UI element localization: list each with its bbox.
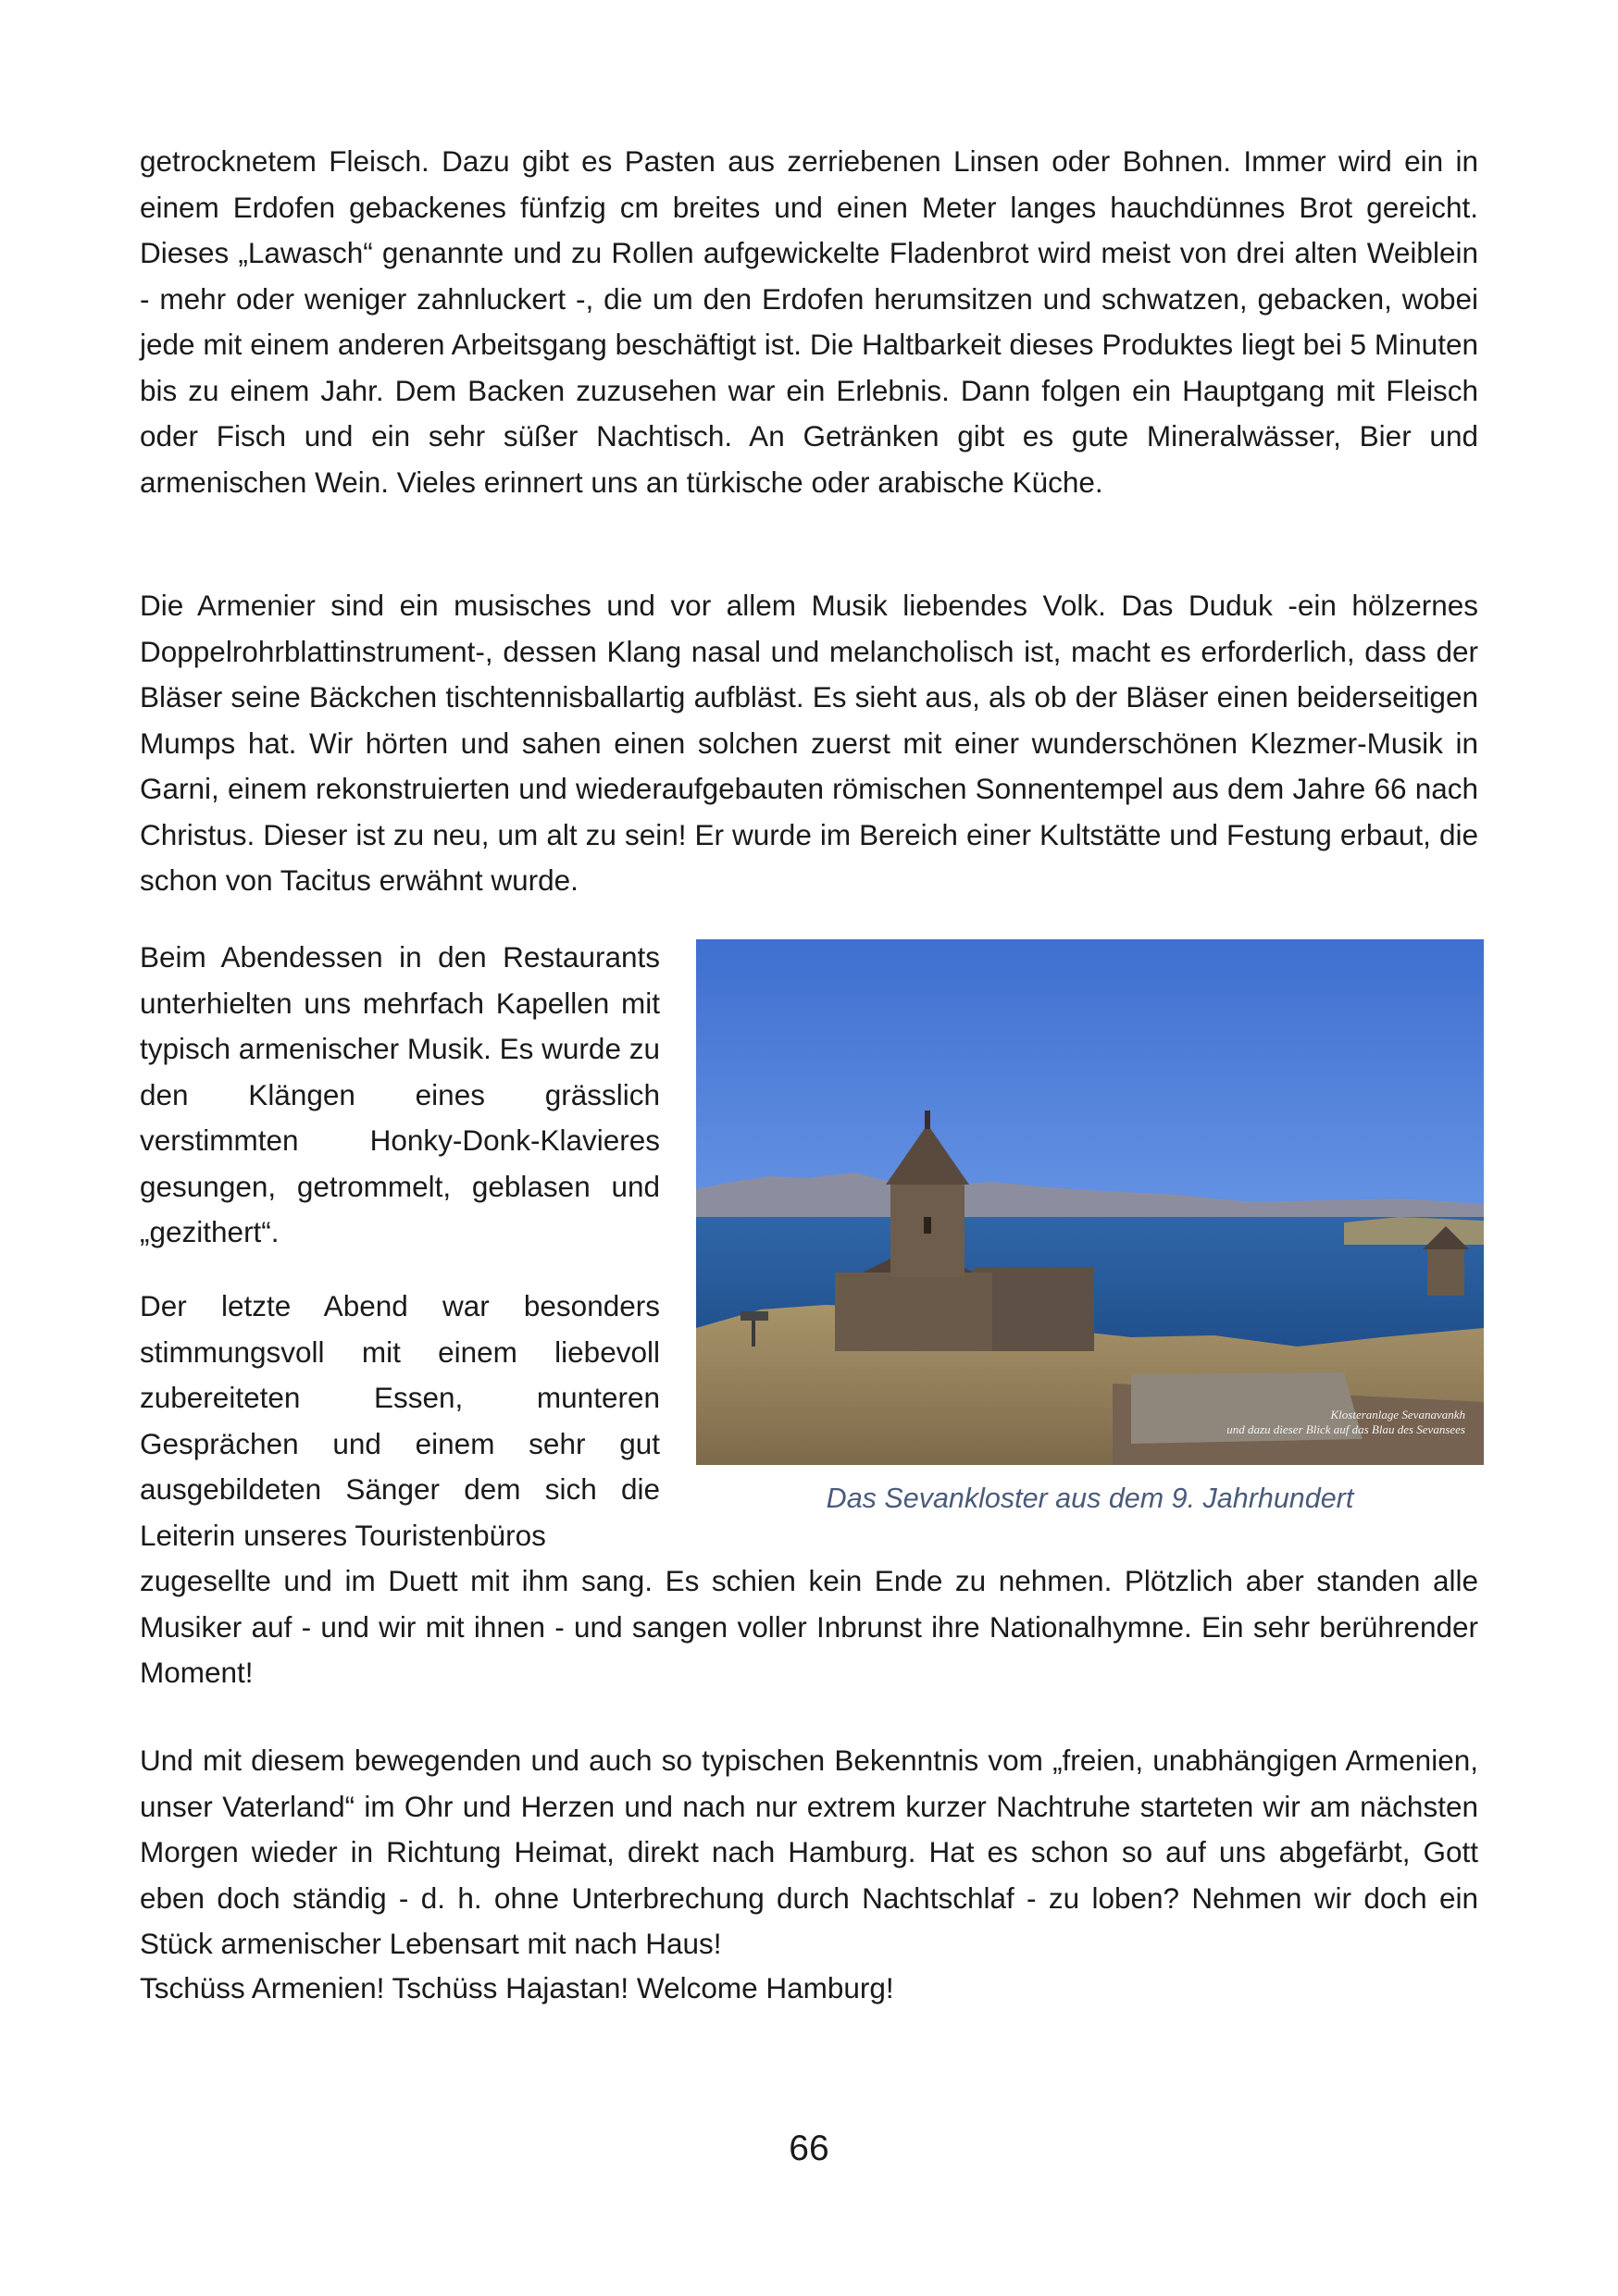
sevan-monastery-photo — [696, 939, 1484, 1465]
watermark-line-2: und dazu dieser Blick auf das Blau des Sevansees — [1226, 1422, 1465, 1436]
page-number: 66 — [789, 2128, 829, 2168]
paragraph-cuisine: getrocknetem Fleisch. Dazu gibt es Pasten aus zerriebenen Linsen oder Bohnen. Immer wird ein in einem Erdofen gebackenes fünfzig cm breites und einen Meter langes hauchdünnes Brot gereicht. Dieses „Lawasch“ genannte und zu Rollen aufgewickelte Fladenbrot wird meist von drei alten Weiblein - mehr oder weniger zahnluckert -, die um den Erdofen herumsitzen und schwatzen, gebacken, wobei jede mit einem anderen Arbeitsgang beschäftigt ist. Die Haltbarkeit dieses Produktes liegt bei 5 Minuten bis zu einem Jahr. Dem Backen zuzusehen war ein Erlebnis. Dann folgen ein Hauptgang mit Fleisch oder Fisch und ein sehr süßer Nachtisch. An Getränken gibt es gute Mineralwässer, Bier und armenischen Wein. Vieles erinnert uns an türkische oder arabische Küche. — [140, 144, 1478, 499]
watermark-line-1: Klosteranlage Sevanavankh — [1330, 1408, 1465, 1421]
paragraph-restaurants: Beim Abendessen in den Restaurants unterhielten uns mehrfach Kapellen mit typisch armenischer Musik. Es wurde zu den Klängen eines grässlich verstimmten Honky-Donk-Klavieres gesungen, getrommelt, geblasen und „gezithert“. — [140, 940, 660, 1248]
photo-watermark — [1226, 1408, 1465, 1437]
paragraph-last-evening: Der letzte Abend war besonders stimmungsvoll mit einem liebevoll zubereiteten Essen, munteren Gesprächen und einem sehr gut ausgebildeten Sänger dem sich die Leiterin unseres Touristenbüros — [140, 1289, 660, 1552]
photo-caption: Das Sevankloster aus dem 9. Jahrhundert — [826, 1483, 1354, 1514]
paragraph-last-evening-continued: zugesellte und im Duett mit ihm sang. Es schien kein Ende zu nehmen. Plötzlich aber standen alle Musiker auf - und wir mit ihnen - und sangen voller Inbrunst ihre Nationalhymne. Ein sehr berührender Moment! — [140, 1564, 1478, 1689]
paragraph-music: Die Armenier sind ein musisches und vor allem Musik liebendes Volk. Das Duduk -ein hölzernes Doppelrohrblattinstrument-, dessen Klang nasal und melancholisch ist, macht es erforderlich, dass der Bläser seine Bäckchen tischtennisballartig aufbläst. Es sieht aus, als ob der Bläser einen beiderseitigen Mumps hat. Wir hörten und sahen einen solchen zuerst mit einer wunderschönen Klezmer-Musik in Garni, einem rekonstruierten und wiederaufgebauten römischen Sonnentempel aus dem Jahre 66 nach Christus. Dieser ist zu neu, um alt zu sein! Er wurde im Bereich einer Kultstätte und Festung erbaut, die schon von Tacitus erwähnt wurde. — [140, 589, 1478, 897]
paragraph-closing: Tschüss Armenien! Tschüss Hajastan! Welcome Hamburg! — [140, 1971, 894, 2004]
paragraph-farewell: Und mit diesem bewegenden und auch so typischen Bekenntnis vom „freien, unabhängigen Armenien, unser Vaterland“ im Ohr und Herzen und nach nur extrem kurzer Nachtruhe starteten wir am nächsten Morgen wieder in Richtung Heimat, direkt nach Hamburg. Hat es schon so auf uns abgefärbt, Gott eben doch ständig - d. h. ohne Unterbrechung durch Nachtschlaf - zu loben? Nehmen wir doch ein Stück armenischer Lebensart mit nach Haus! — [140, 1744, 1478, 1960]
